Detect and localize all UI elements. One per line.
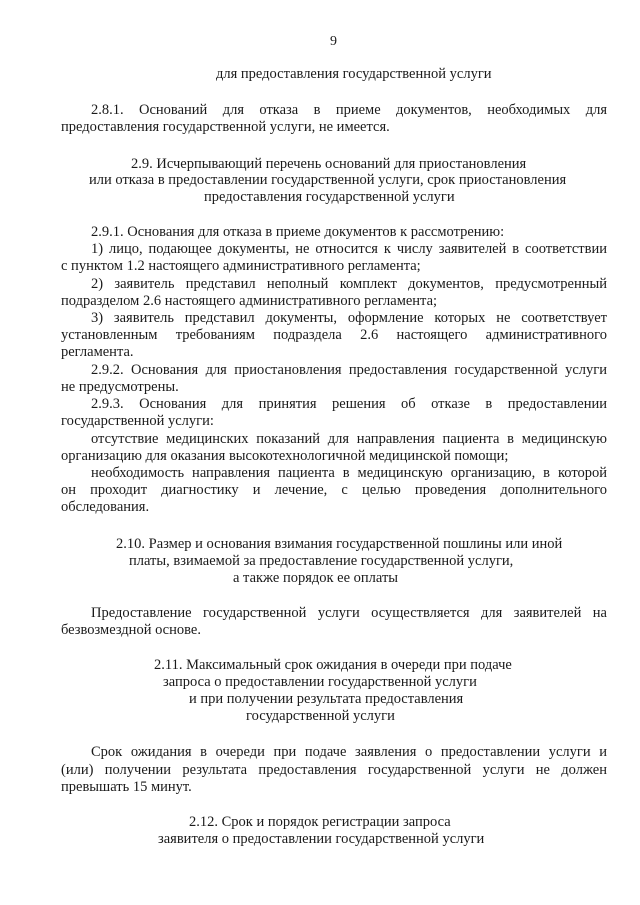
section-heading-2-12: 2.12. Срок и порядок регистрации запроса: [189, 814, 451, 830]
section-heading-2-12: заявителя о предоставлении государственной услуги: [158, 831, 485, 847]
section-heading-2-11: 2.11. Максимальный срок ожидания в очереди при подаче: [154, 657, 512, 673]
paragraph-line: 2.9.2. Основания для приостановления предоставления государственной услуги: [91, 362, 607, 378]
section-heading-2-11: запроса о предоставлении государственной услуги: [163, 674, 477, 690]
paragraph-line: Срок ожидания в очереди при подаче заявления о предоставлении услуги и: [91, 744, 607, 760]
paragraph-line: он проходит диагностику и лечение, с целью проведения дополнительного: [61, 482, 607, 498]
section-heading-2-11: и при получении результата предоставления: [189, 691, 464, 707]
section-heading-2-10: а также порядок ее оплаты: [233, 570, 399, 586]
paragraph-line: (или) получении результата предоставления государственной услуги не должен: [61, 762, 607, 778]
section-heading-2-9: или отказа в предоставлении государственной услуги, срок приостановления: [89, 172, 567, 188]
section-heading-2-10: платы, взимаемой за предоставление государственной услуги,: [129, 553, 514, 569]
paragraph-line: подразделом 2.6 настоящего административного регламента;: [61, 293, 438, 309]
paragraph-line: 2.9.3. Основания для принятия решения об отказе в предоставлении: [91, 396, 607, 412]
paragraph-line: отсутствие медицинских показаний для направления пациента в медицинскую: [91, 431, 607, 447]
paragraph-line: безвозмездной основе.: [61, 622, 201, 638]
paragraph-line: регламента.: [61, 344, 134, 360]
paragraph-line: обследования.: [61, 499, 150, 515]
paragraph-line: необходимость направления пациента в медицинскую организацию, в которой: [91, 465, 607, 481]
paragraph-line: с пунктом 1.2 настоящего административного регламента;: [61, 258, 421, 274]
page-number: 9: [330, 34, 337, 49]
paragraph-line: предоставления государственной услуги, не имеется.: [61, 119, 390, 135]
section-heading-2-10: 2.10. Размер и основания взимания государственной пошлины или иной: [116, 536, 563, 552]
paragraph-line: организацию для оказания высокотехнологичной медицинской помощи;: [61, 448, 509, 464]
section-title-2-8-tail: для предоставления государственной услуги: [216, 66, 492, 82]
paragraph-line: 2) заявитель представил неполный комплект документов, предусмотренный: [91, 276, 607, 292]
paragraph-line: Предоставление государственной услуги осуществляется для заявителей на: [91, 605, 607, 621]
section-heading-2-11: государственной услуги: [246, 708, 395, 724]
paragraph-line: 1) лицо, подающее документы, не относится к числу заявителей в соответствии: [91, 241, 607, 257]
paragraph-line: 2.8.1. Оснований для отказа в приеме документов, необходимых для: [91, 102, 607, 118]
paragraph-line: превышать 15 минут.: [61, 779, 192, 795]
section-heading-2-9: 2.9. Исчерпывающий перечень оснований для приостановления: [131, 156, 527, 172]
paragraph-line: установленным требованиям подраздела 2.6 настоящего административного: [61, 327, 607, 343]
paragraph-line: государственной услуги:: [61, 413, 214, 429]
section-heading-2-9: предоставления государственной услуги: [204, 189, 455, 205]
paragraph-line: 2.9.1. Основания для отказа в приеме документов к рассмотрению:: [91, 224, 505, 240]
paragraph-line: не предусмотрены.: [61, 379, 179, 395]
paragraph-line: 3) заявитель представил документы, оформление которых не соответствует: [91, 310, 607, 326]
